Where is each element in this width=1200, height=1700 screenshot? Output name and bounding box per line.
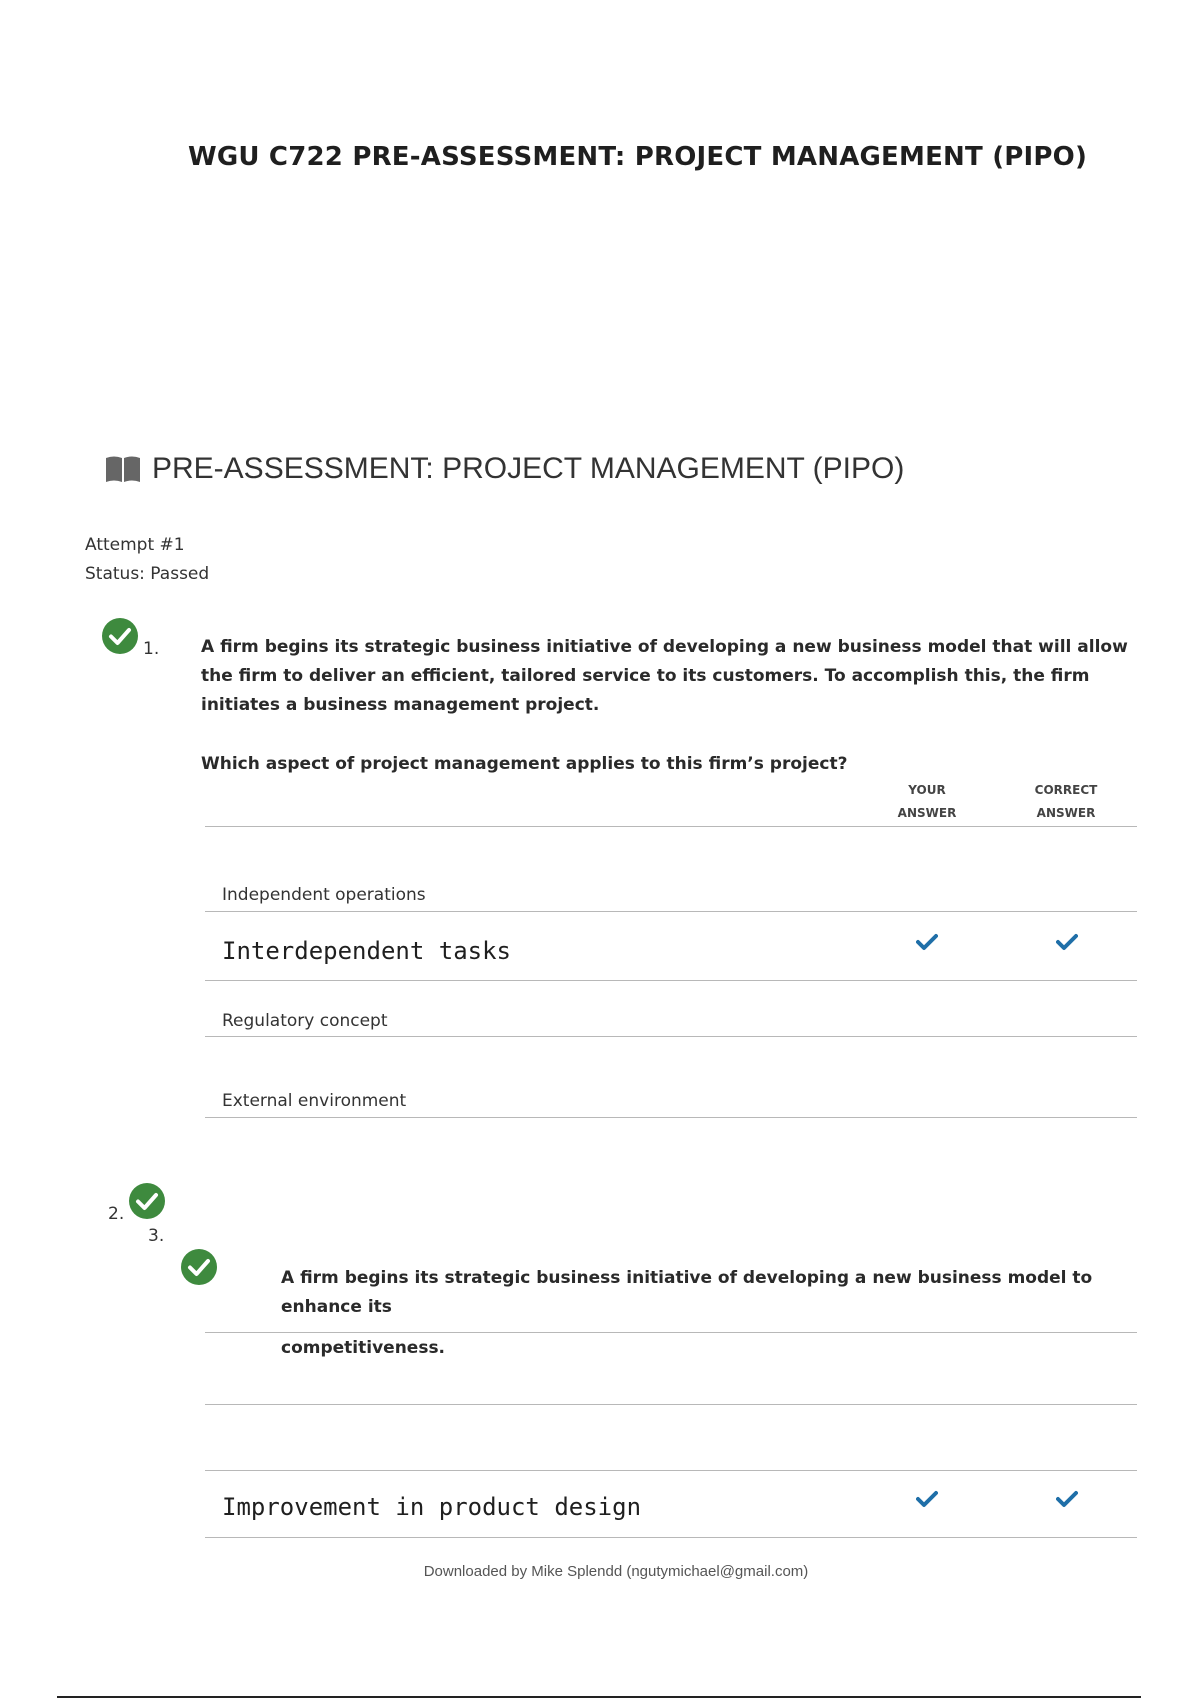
your-answer-header: YOUR ANSWER	[897, 783, 957, 820]
check-circle-icon	[180, 1248, 218, 1286]
answer-option-selected: Interdependent tasks	[222, 937, 511, 965]
option-divider	[205, 1537, 1137, 1538]
correct-answer-checkmark-icon	[1056, 1490, 1078, 1508]
page-bottom-rule	[57, 1696, 1141, 1698]
document-title: WGU C722 PRE-ASSESSMENT: PROJECT MANAGEMENT (PIPO)	[187, 142, 1088, 172]
your-answer-checkmark-icon	[916, 1490, 938, 1508]
question-prompt: Which aspect of project management applies to this firm’s project?	[201, 754, 848, 774]
answer-option: Independent operations	[222, 885, 426, 905]
table-header-divider	[205, 826, 1137, 827]
option-divider	[205, 1332, 1137, 1333]
answer-option: External environment	[222, 1091, 407, 1111]
book-icon	[104, 455, 142, 483]
correct-answer-header: CORRECT ANSWER	[1034, 783, 1098, 820]
answer-option: Regulatory concept	[222, 1011, 388, 1031]
section-heading	[104, 452, 904, 486]
section-title: PRE-ASSESSMENT: PROJECT MANAGEMENT (PIPO)	[152, 452, 905, 485]
status-label: Status: Passed	[85, 564, 210, 584]
option-divider	[205, 1470, 1137, 1471]
option-divider	[205, 1117, 1137, 1118]
download-footer: Downloaded by Mike Splendd (ngutymichael@gmail.com)	[423, 1563, 809, 1580]
your-answer-checkmark-icon	[916, 933, 938, 951]
check-circle-icon	[128, 1182, 166, 1220]
option-divider	[205, 911, 1137, 912]
question-text-continued: competitiveness.	[281, 1338, 446, 1358]
question-number: 2.	[108, 1204, 125, 1224]
correct-answer-checkmark-icon	[1056, 933, 1078, 951]
question-text: A firm begins its strategic business initiative of developing a new business model that will allow the firm to deliver an efficient, tailored service to its customers. To accomplish this, the firm initiates a business management project.	[201, 637, 1128, 715]
option-divider	[205, 1036, 1137, 1037]
attempt-label: Attempt #1	[85, 535, 185, 555]
check-circle-icon	[101, 617, 139, 655]
question-number: 3.	[148, 1226, 165, 1246]
question-text: A firm begins its strategic business initiative of developing a new business model to enhance its	[281, 1268, 1093, 1317]
answer-option-selected: Improvement in product design	[222, 1493, 642, 1521]
question-number: 1.	[143, 639, 160, 659]
option-divider	[205, 1404, 1137, 1405]
option-divider	[205, 980, 1137, 981]
